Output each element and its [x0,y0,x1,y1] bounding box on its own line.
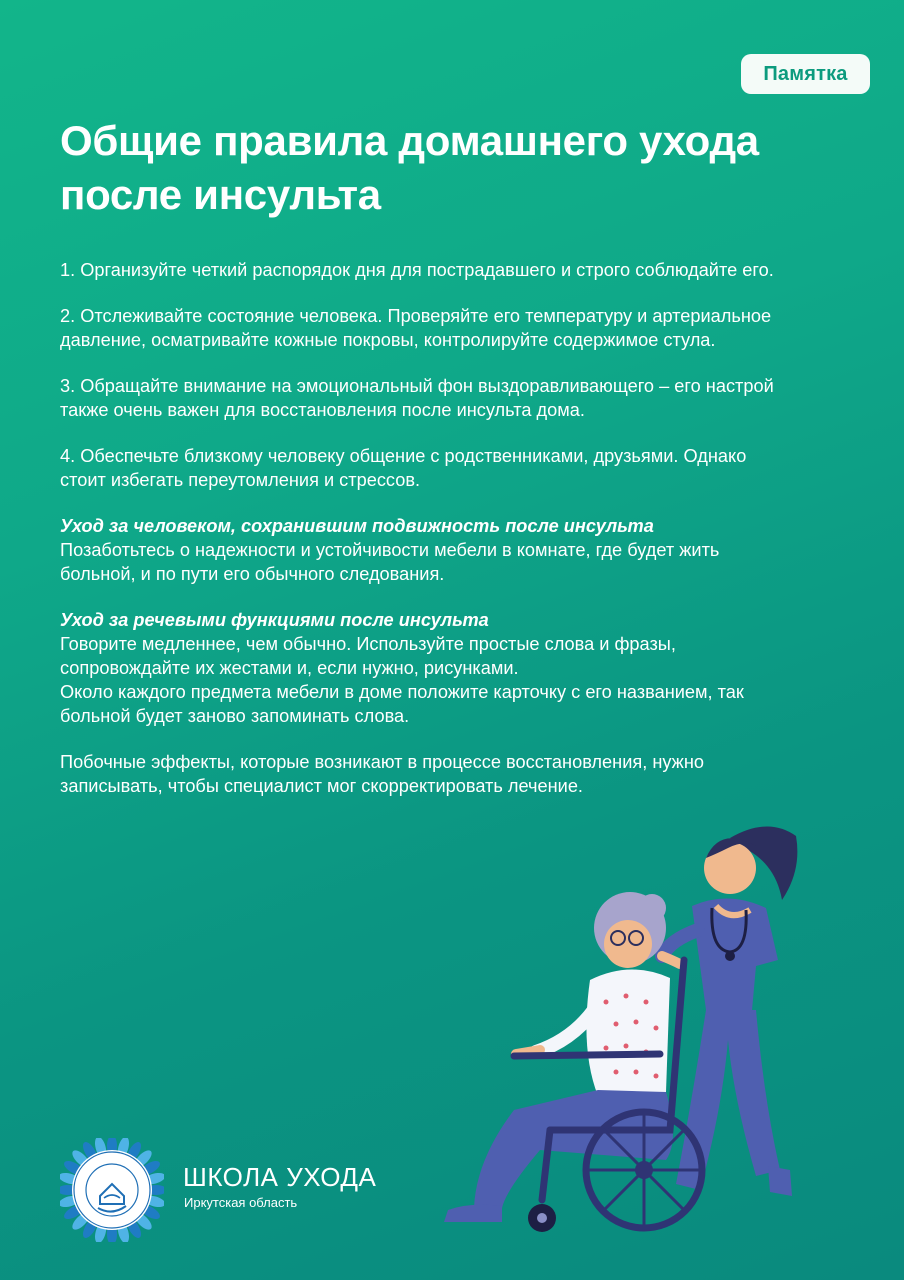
nurse-trousers [676,1010,780,1190]
paragraph-line: стоит избегать переутомления и стрессов. [60,470,421,490]
paragraph-line: также очень важен для восстановления после инсульта дома. [60,400,585,420]
paragraph-line: давление, осматривайте кожные покровы, контролируйте содержимое стула. [60,330,716,350]
memo-paragraph [60,258,860,282]
memo-paragraph [60,514,860,586]
paragraph-line: больной будет заново запоминать слова. [60,706,410,726]
memo-paragraph [60,374,860,422]
paragraph-line: Говорите медленнее, чем обычно. Используйте простые слова и фразы, [60,634,676,654]
memo-paragraph [60,750,860,798]
memo-body [60,258,860,820]
section-heading: Уход за человеком, сохранившим подвижность после инсульта [60,516,654,536]
memo-paragraph [60,304,860,352]
brand-name: ШКОЛА УХОДА [183,1162,377,1192]
paragraph-line: 1. Организуйте четкий распорядок дня для пострадавшего и строго соблюдайте его. [60,260,774,280]
paragraph-line: Позаботьтесь о надежности и устойчивости мебели в комнате, где будет жить [60,540,720,560]
section-heading: Уход за речевыми функциями после инсульта [60,610,489,630]
paragraph-line: 2. Отслеживайте состояние человека. Проверяйте его температуру и артериальное [60,306,772,326]
paragraph-line: записывать, чтобы специалист мог скорректировать лечение. [60,776,583,796]
memo-paragraph [60,444,860,492]
paragraph-line: 4. Обеспечьте близкому человеку общение с родственниками, друзьями. Однако [60,446,747,466]
paragraph-line: 3. Обращайте внимание на эмоциональный фон выздоравливающего – его настрой [60,376,774,396]
nurse-wheelchair-illustration [430,810,810,1250]
title-line-2: после инсульта [60,171,381,218]
school-seal-logo [60,1138,164,1242]
paragraph-line: больной, и по пути его обычного следования. [60,564,445,584]
brand-region: Иркутская область [184,1195,298,1210]
paragraph-line: сопровождайте их жестами и, если нужно, рисунками. [60,658,519,678]
paragraph-line: Около каждого предмета мебели в доме положите карточку с его названием, так [60,682,744,702]
page-title [60,114,860,222]
memo-paragraph [60,608,860,728]
memo-badge: Памятка [741,54,870,94]
title-line-1: Общие правила домашнего ухода [60,117,759,164]
paragraph-line: Побочные эффекты, которые возникают в процессе восстановления, нужно [60,752,704,772]
patient-head [604,920,652,968]
